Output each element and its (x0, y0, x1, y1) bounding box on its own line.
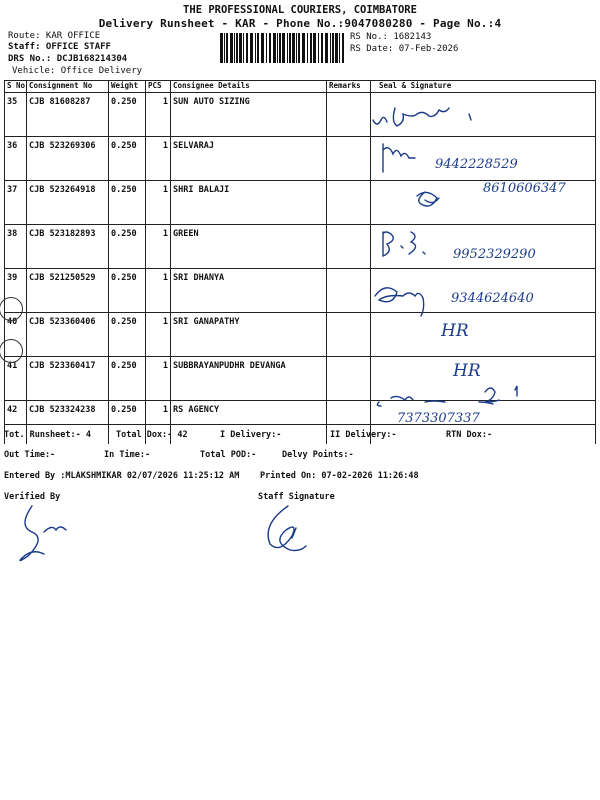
row-remarks (327, 269, 371, 313)
total-pod: Total POD:- (200, 450, 257, 460)
row-sno: 40 (5, 313, 27, 357)
row-weight: 0.250 (109, 357, 146, 401)
row-pcs: 1 (146, 357, 171, 401)
row-consignee: GREEN (171, 225, 327, 269)
row-weight: 0.250 (109, 401, 146, 445)
row-remarks (327, 225, 371, 269)
row-weight: 0.250 (109, 93, 146, 137)
row-weight: 0.250 (109, 269, 146, 313)
row-sno: 42 (5, 401, 27, 445)
circle-mark-41 (0, 339, 23, 363)
verifier-signature (10, 500, 90, 570)
i-delivery: I Delivery:- (220, 430, 282, 440)
row-consignment-no: CJB 523360406 (27, 313, 109, 357)
rtn-dox: RTN Dox:- (446, 430, 493, 440)
row-pcs: 1 (146, 269, 171, 313)
handwritten-note-41: HR (453, 361, 481, 381)
row-consignment-no: CJB 523269306 (27, 137, 109, 181)
row-sno: 36 (5, 137, 27, 181)
company-name: THE PROFESSIONAL COURIERS, COIMBATORE (183, 4, 417, 16)
row-pcs: 1 (146, 313, 171, 357)
row-pcs: 1 (146, 225, 171, 269)
total-dox: Total Dox:- 42 (116, 430, 188, 440)
row-sno: 41 (5, 357, 27, 401)
row-remarks (327, 357, 371, 401)
row-remarks (327, 313, 371, 357)
header-consignee: Consignee Details (171, 81, 327, 93)
row-weight: 0.250 (109, 313, 146, 357)
row-consignment-no: CJB 523182893 (27, 225, 109, 269)
header-pcs: PCS (146, 81, 171, 93)
handwritten-note-40: HR (441, 321, 469, 341)
in-time: In Time:- (104, 450, 151, 460)
row-consignment-no: CJB 523324238 (27, 401, 109, 445)
table-header (5, 81, 596, 93)
barcode (220, 33, 344, 63)
rs-date: RS Date: 07-Feb-2026 (350, 44, 459, 54)
row-consignee: SRI DHANYA (171, 269, 327, 313)
row-consignment-no: CJB 81608287 (27, 93, 109, 137)
row-consignee: RS AGENCY (171, 401, 327, 445)
header-consignment: Consignment No (27, 81, 109, 93)
row-sno: 37 (5, 181, 27, 225)
row-consignee: SUBBRAYANPUDHR DEVANGA (171, 357, 327, 401)
row-weight: 0.250 (109, 137, 146, 181)
row-consignment-no: CJB 523360417 (27, 357, 109, 401)
delvy-points: Delvy Points:- (282, 450, 354, 460)
header-signature: Seal & Signature (371, 81, 596, 93)
row-weight: 0.250 (109, 181, 146, 225)
row-consignee: SRI GANAPATHY (171, 313, 327, 357)
entered-by: Entered By :MLAKSHMIKAR 02/07/2026 11:25:12 AM (4, 471, 240, 481)
row-consignment-no: CJB 523264918 (27, 181, 109, 225)
row-remarks (327, 93, 371, 137)
drs-number: DRS No.: DCJB168214304 (8, 54, 128, 64)
handwritten-phone-39: 9344624640 (451, 291, 534, 306)
signature-column-ink (365, 100, 595, 440)
vehicle-label: Vehicle: Office Delivery (12, 66, 143, 76)
printed-on: Printed On: 07-02-2026 11:26:48 (260, 471, 419, 481)
staff-label: Staff: OFFICE STAFF (8, 42, 111, 52)
row-pcs: 1 (146, 181, 171, 225)
runsheet-title: Delivery Runsheet - KAR - Phone No.:9047080280 - Page No.:4 (98, 17, 502, 30)
row-consignee: SELVARAJ (171, 137, 327, 181)
row-remarks (327, 181, 371, 225)
row-consignment-no: CJB 521250529 (27, 269, 109, 313)
handwritten-phone-42: 7373307337 (397, 411, 480, 426)
row-pcs: 1 (146, 93, 171, 137)
row-weight: 0.250 (109, 225, 146, 269)
out-time: Out Time:- (4, 450, 56, 460)
ii-delivery: II Delivery:- (330, 430, 397, 440)
row-sno: 39 (5, 269, 27, 313)
staff-signature-label: Staff Signature (258, 492, 335, 502)
row-pcs: 1 (146, 401, 171, 445)
handwritten-phone-38: 9952329290 (453, 247, 536, 262)
row-pcs: 1 (146, 137, 171, 181)
staff-signature (252, 502, 322, 560)
divider (4, 424, 595, 425)
header-remarks: Remarks (327, 81, 371, 93)
row-consignee: SHRI BALAJI (171, 181, 327, 225)
row-sno: 38 (5, 225, 27, 269)
circle-mark-40 (0, 297, 23, 321)
header-sno: S No (5, 81, 27, 93)
header-weight: Weight (109, 81, 146, 93)
row-consignee: SUN AUTO SIZING (171, 93, 327, 137)
route-label: Route: KAR OFFICE (8, 31, 101, 41)
handwritten-phone-37: 8610606347 (483, 181, 566, 196)
rs-number: RS No.: 1682143 (350, 32, 432, 42)
verified-by-label: Verified By (4, 492, 61, 502)
row-sno: 35 (5, 93, 27, 137)
total-runsheet: Tot. Runsheet:- 4 (4, 430, 91, 440)
row-remarks (327, 137, 371, 181)
handwritten-phone-36: 9442228529 (435, 157, 518, 172)
